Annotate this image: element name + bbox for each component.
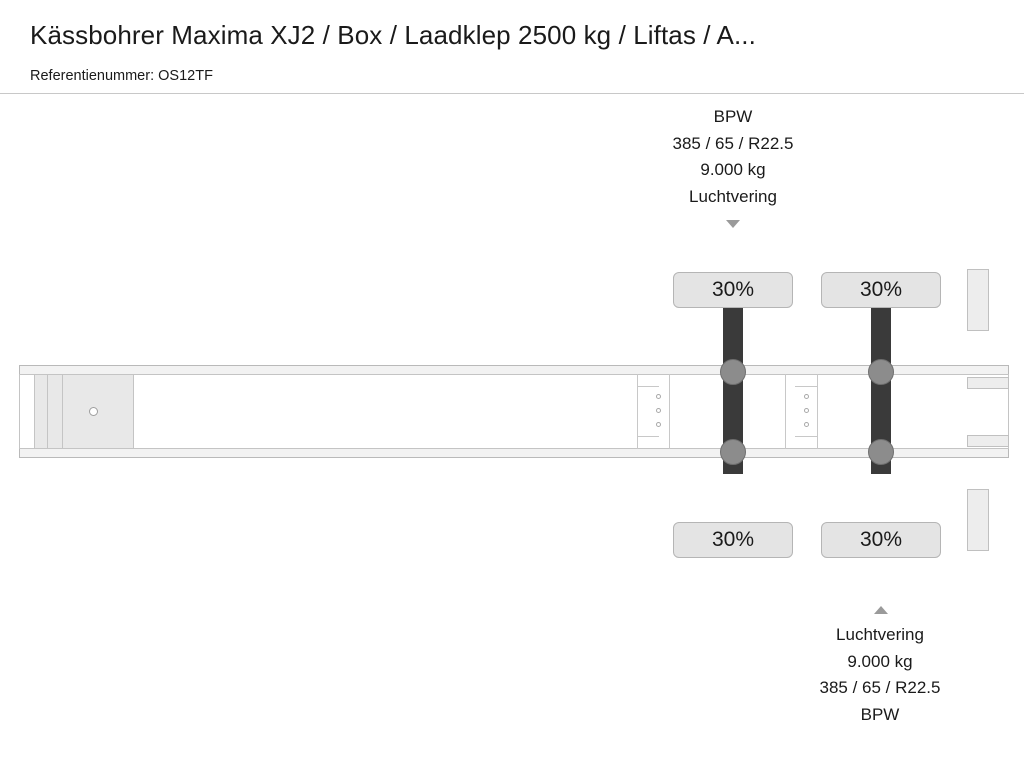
- axle-hub-1-bottom: [720, 439, 746, 465]
- tyre-rear-left: 30%: [673, 522, 793, 558]
- axle-brand-top: BPW: [713, 107, 753, 126]
- axle-suspension-top: Luchtvering: [689, 186, 777, 206]
- rail-bracket-right: [785, 374, 839, 449]
- kingpin-hole: [89, 407, 98, 416]
- rear-crossmember-bottom: [967, 435, 1009, 447]
- axle-annotation-bottom: [730, 622, 1024, 728]
- axle-suspension-bottom: Luchtvering: [836, 625, 924, 644]
- arrow-up-icon: [874, 606, 888, 614]
- axle-hub-2-bottom: [868, 439, 894, 465]
- axle-annotation-top: [583, 104, 883, 210]
- page-header: [0, 0, 1024, 94]
- tyre-front-left: 30%: [673, 272, 793, 308]
- rear-post-bottom: [967, 489, 989, 551]
- kingpin-bar: [47, 374, 63, 449]
- trailer-axle-diagram: [0, 94, 1024, 768]
- axle-capacity-bottom: 9.000 kg: [847, 651, 913, 671]
- axle-capacity-top: 9.000 kg: [700, 160, 766, 179]
- rear-crossmember-top: [967, 377, 1009, 389]
- page-title: Kässbohrer Maxima XJ2 / Box / Laadklep 2500 kg / Liftas / A...: [30, 20, 756, 50]
- chassis-rail: [19, 374, 1009, 449]
- axle-tyre-size-top: 385 / 65 / R22.5: [672, 133, 794, 153]
- axle-hub-1-top: [720, 359, 746, 385]
- arrow-down-icon: [726, 220, 740, 228]
- axle-tyre-size-bottom: 385 / 65 / R22.5: [819, 678, 941, 697]
- rear-post-top: [967, 269, 989, 331]
- axle-hub-2-top: [868, 359, 894, 385]
- tyre-rear-right: 30%: [821, 522, 941, 558]
- reference-number: Referentienummer: OS12TF: [30, 68, 213, 84]
- tyre-front-right: 30%: [821, 272, 941, 308]
- rail-bracket-left: [637, 374, 691, 449]
- axle-brand-bottom: BPW: [860, 704, 900, 724]
